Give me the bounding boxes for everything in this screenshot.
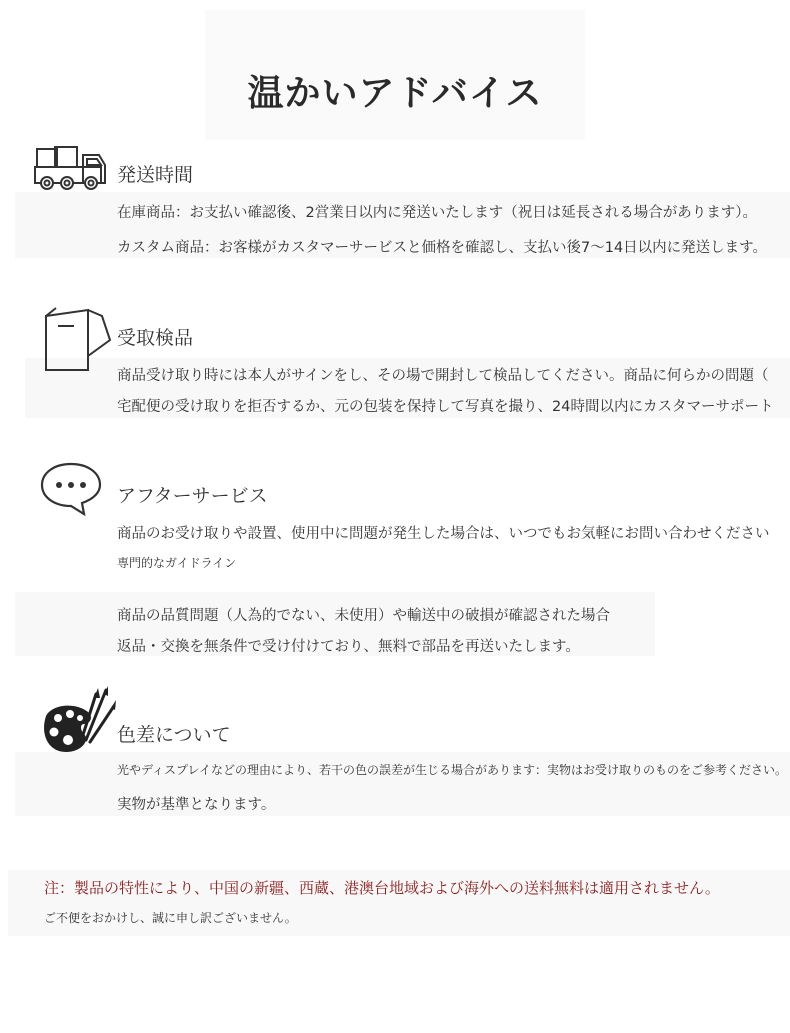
color-line-2: 実物が基準となります。 (117, 797, 276, 813)
shipping-line-2: カスタム商品：お客様がカスタマーサービスと価格を確認し、支払い後7〜14日以内に発送します。 (117, 240, 768, 256)
title-area (205, 10, 585, 140)
palette-icon (38, 686, 118, 758)
after-service-line-3: 商品の品質問題（人為的でない、未使用）や輸送中の破損が確認された場合 (117, 608, 610, 624)
after-service-heading: アフターサービス (117, 485, 268, 507)
after-service-line-2: 専門的なガイドライン (117, 556, 237, 570)
page-title: 温かいアドバイス (247, 73, 543, 114)
apology-note: ご不便をおかけし、誠に申し訳ございません。 (44, 911, 297, 925)
shipping-restriction-note: 注：製品の特性により、中国の新疆、西蔵、港澳台地域および海外への送料無料は適用されません。 (44, 879, 720, 897)
receipt-heading: 受取検品 (117, 327, 194, 349)
receipt-line-2: 宅配便の受け取りを拒否するか、元の包装を保持して写真を撮り、24時間以内にカスタマーサポート (117, 399, 774, 415)
box-icon (40, 306, 112, 378)
after-service-line-4: 返品・交換を無条件で受け付けており、無料で部品を再送いたします。 (117, 639, 580, 655)
shipping-line-1: 在庫商品：お支払い確認後、2営業日以内に発送いたします（祝日は延長される場合があります）。 (117, 205, 757, 221)
chat-bubble-icon (38, 460, 104, 518)
receipt-line-1: 商品受け取り時には本人がサインをし、その場で開封して検品してください。商品に何らかの問題（ (117, 368, 769, 384)
after-service-line-1: 商品のお受け取りや設置、使用中に問題が発生した場合は、いつでもお気軽にお問い合わせください (117, 526, 770, 542)
shipping-heading: 発送時間 (117, 164, 194, 186)
truck-icon (33, 145, 118, 193)
color-line-1: 光やディスプレイなどの理由により、若干の色の誤差が生じる場合があります：実物はお受け取りのものをご参考ください。 (117, 763, 787, 777)
color-heading: 色差について (117, 724, 231, 746)
